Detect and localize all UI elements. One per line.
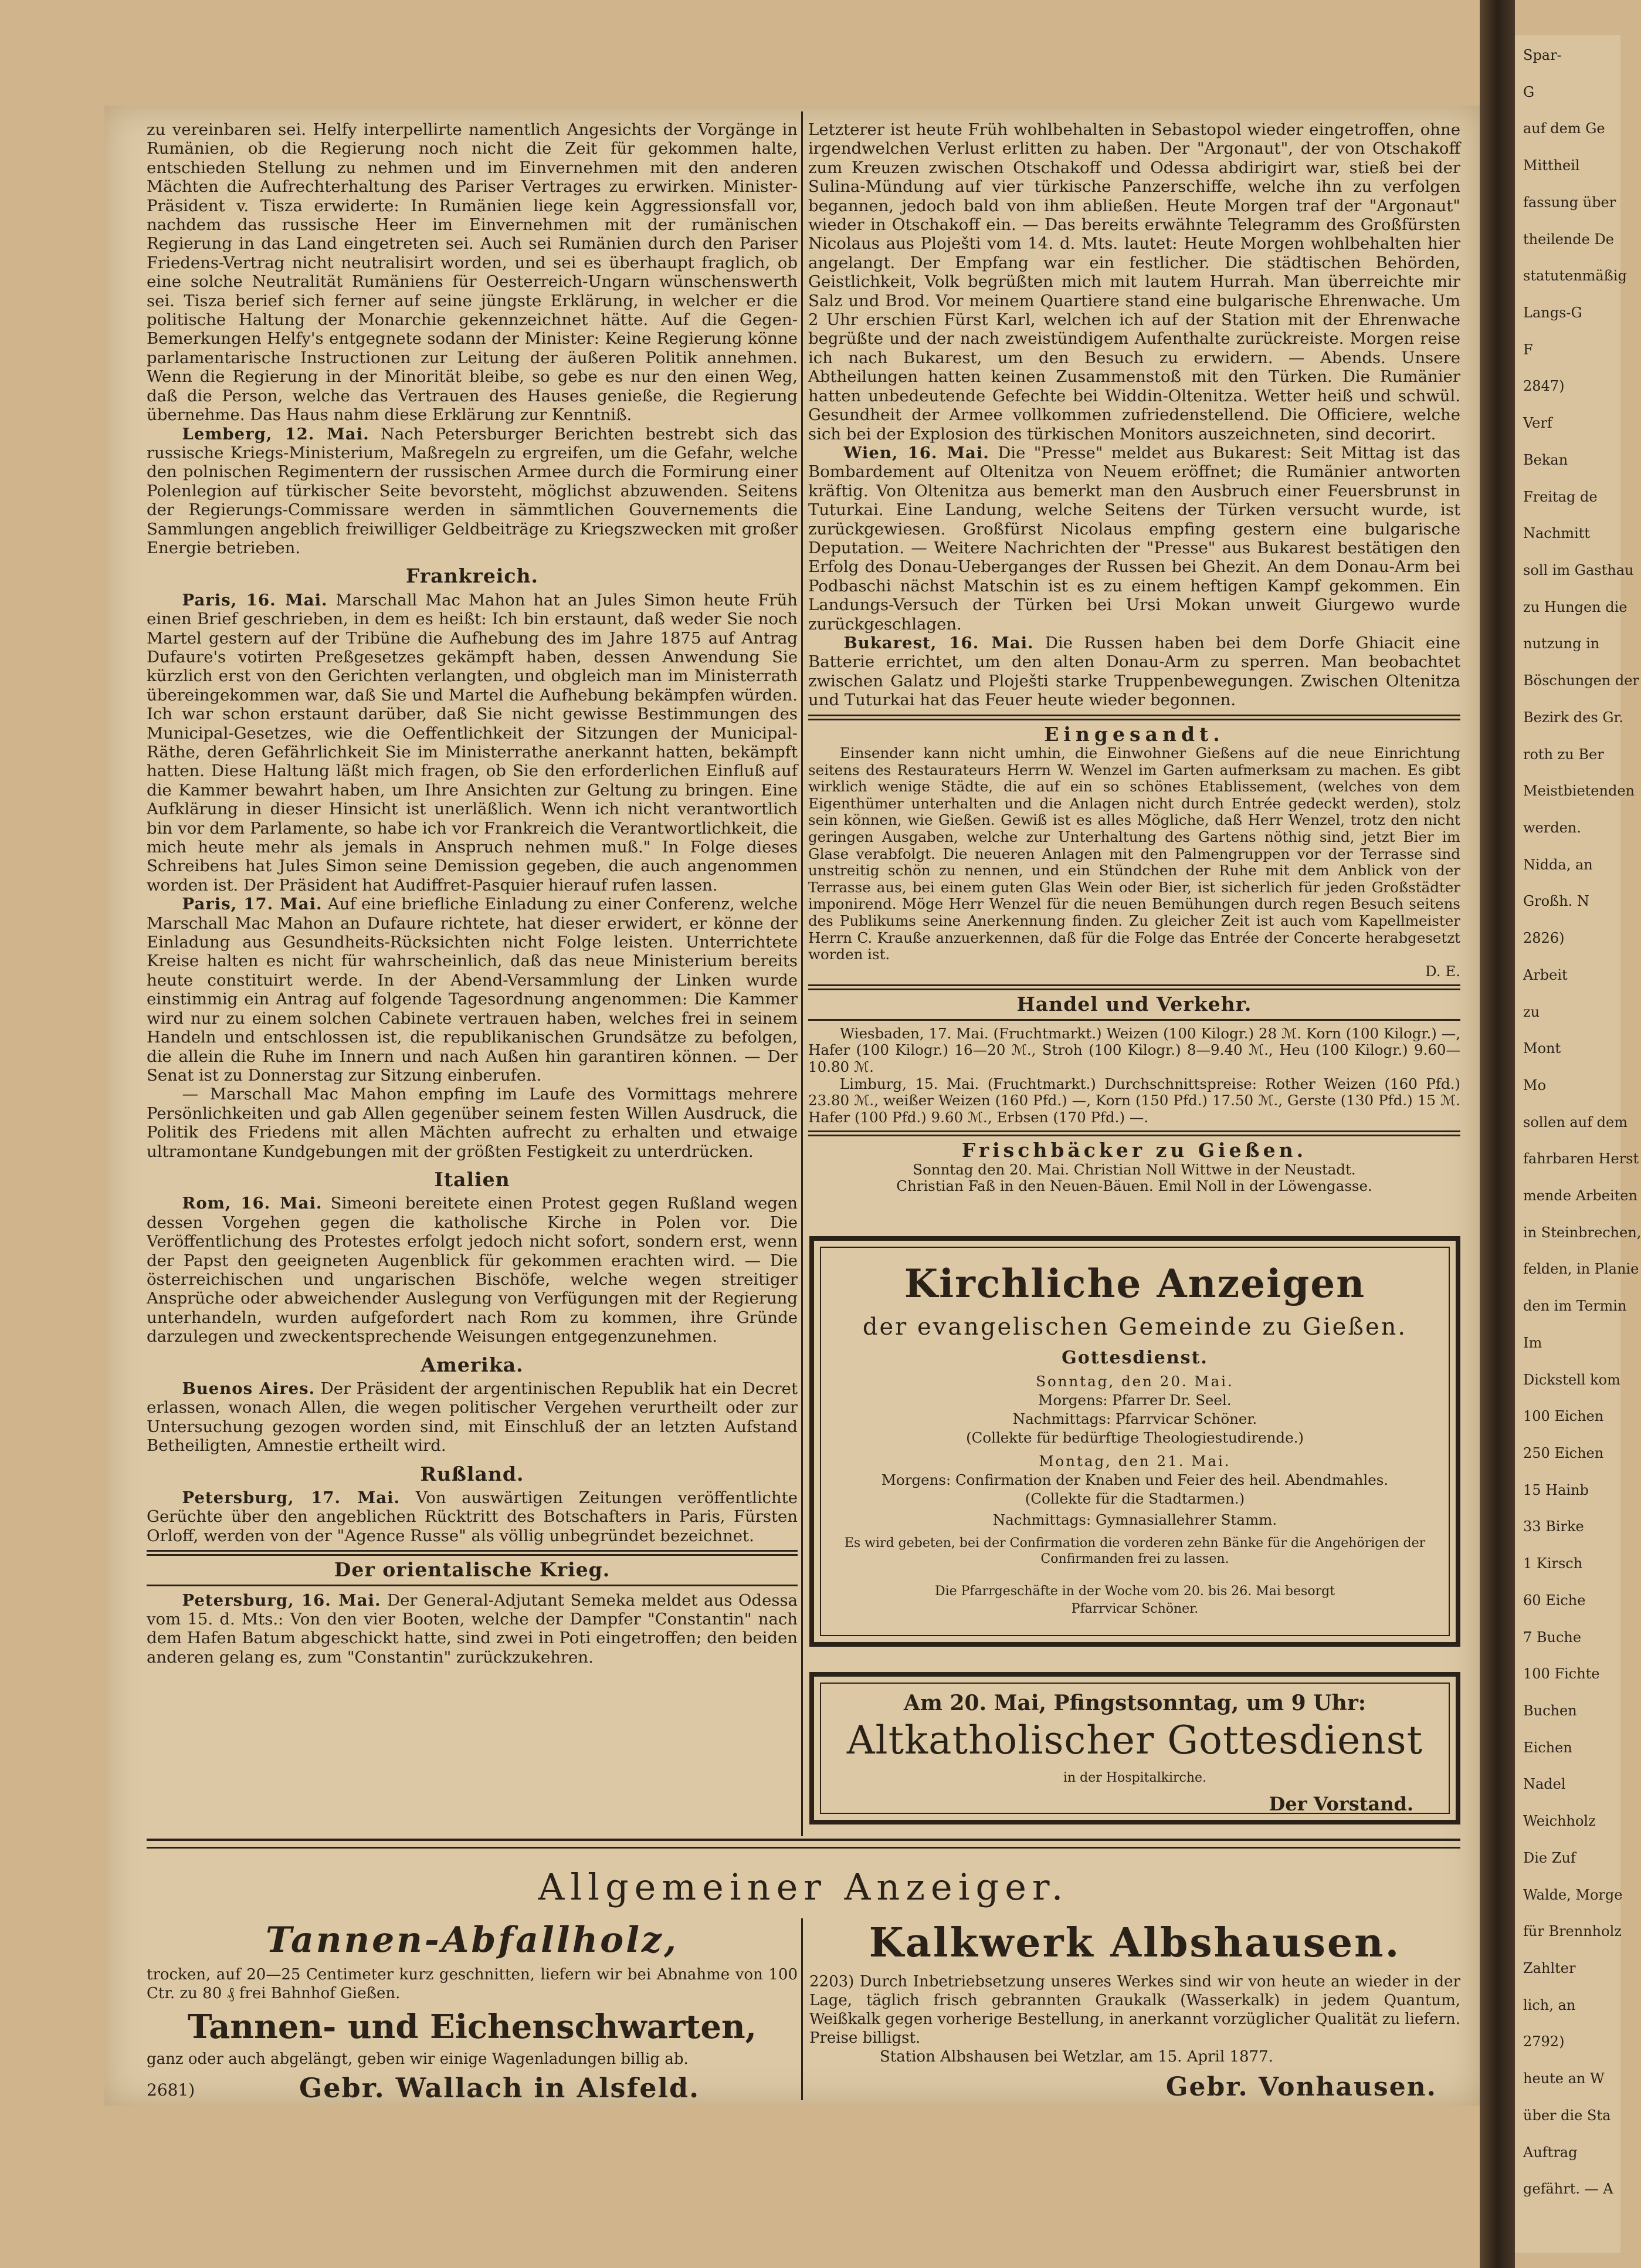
next-page-line: statutenmäßig	[1523, 268, 1627, 285]
next-page-line: 100 Eichen	[1523, 1408, 1604, 1425]
article-argonaut: Letzterer ist heute Früh wohlbehalten in Sebastopol wieder eingetroffen, ohne irgendwelchen Verlust erlitten zu haben. Der "Argonaut", der von Otschakoff zum Kreuzen zwischen Otschakoff und Odessa abdirigirt war, stieß bei der Sulina-Mündung auf vier türkische Panzerschiffe, welche ihn zu verfolgen begannen, jedoch bald von ihm abließen. Heute Morgen traf der "Argonaut" wieder in Otschakoff ein. — Das bereits erwähnte Telegramm des Großfürsten Nicolaus aus Ploješti vom 14. d. Mts. lautet: Heute Morgen wohlbehalten hier angelangt. Der Empfang war ein festlicher. Die städtischen Behörden, Geistlichkeit, Volk begrüßten mich mit lautem Hurrah. Man überreichte mir Salz und Brod. Vor meinem Quartiere stand eine bulgarische Ehrenwache. Um 2 Uhr erschien Fürst Karl, welchen ich auf der Station mit der Ehrenwache begrüßte und der nach zweistündigem Aufenthalte zurückreiste. Morgen reise ich nach Bukarest, um den Besuch zu erwidern. — Abends. Unsere Abtheilungen hatten keinen Zusammenstoß mit den Türken. Die Rumänier hatten unbedeutende Gefechte bei Widdin-Oltenitza. Wetter heiß und schwül. Gesundheit der Armee vollkommen zufriedenstellend. Die Officiere, welche sich bei der Explosion des türkischen Monitors auszeichneten, sind decorirt.	[808, 120, 1460, 444]
next-page-line: in Steinbrechen,	[1523, 1224, 1641, 1241]
next-page-line: gefährt. — A	[1523, 2181, 1613, 2198]
service-date-sunday: Sonntag, den 20. Mai.	[1036, 1373, 1234, 1390]
book-gutter	[1480, 0, 1515, 2268]
service-afternoon: Nachmittags: Pfarrvicar Schöner.	[1012, 1410, 1257, 1427]
ad-kalkwerk-signature: Gebr. Vonhausen.	[1165, 2072, 1437, 2102]
next-page-line: Arbeit	[1523, 966, 1568, 983]
next-page-line: Buchen	[1523, 1702, 1577, 1719]
heading-italien: Italien	[434, 1167, 510, 1191]
next-page-line: Freitag de	[1523, 488, 1598, 505]
next-page-line: Verf	[1523, 415, 1552, 432]
article-wien: Wien, 16. Mai. Die "Presse" meldet aus Bukarest: Seit Mittag ist das Bombardement auf Oltenitza von Neuem eröffnet; die Rumänier antworten kräftig. Von Oltenitza aus bemerkt man den Ausbruch einer Feuersbrunst in Tuturkai. Eine Landung, welche Seitens der Türken versucht wurde, ist zurückgewiesen. Großfürst Nicolaus empfing gestern eine bulgarische Deputation. — Weitere Nachrichten der "Presse" aus Bukarest bestätigen den Erfolg des Donau-Ueberganges der Russen bei Ghezit. An dem Donau-Arm bei Podbaschi nächst Matschin ist es zu einem heftigen Kampf gekommen. Ein Landungs-Versuch der Türken bei Ursi Mokan unweit Giurgewo wurde zurückgeschlagen.	[808, 443, 1461, 634]
next-page-edge	[1515, 35, 1641, 2253]
next-page-line: roth zu Ber	[1523, 746, 1604, 763]
heading-orientalische-krieg: Der orientalische Krieg.	[334, 1558, 611, 1582]
next-page-line: nutzung in	[1523, 635, 1600, 652]
next-page-line: 100 Fichte	[1523, 1666, 1600, 1683]
service-afternoon-monday: Nachmittags: Gymnasiallehrer Stamm.	[992, 1511, 1277, 1528]
next-page-line: Großh. N	[1523, 893, 1589, 910]
article-paris-1: Paris, 16. Mai. Marschall Mac Mahon hat an Jules Simon heute Früh einen Brief geschrieben, in dem es heißt: Ich bin erstaunt, daß weder Sie noch Martel gestern auf der Tribüne die Aufhebung des im Jahre 1875 auf Antrag Dufaure's votirten Preßgesetzes gekämpft haben, dessen Anwendung Sie kürzlich erst von den Gerichten verlangten, und obgleich man im Ministerrath übereingekommen war, daß Sie und Martel die Aufhebung bekämpfen würden. Ich war schon erstaunt darüber, daß Sie nicht gewisse Bestimmungen des Municipal-Gesetzes, wie die Oeffentlichkeit der Sitzungen der Municipal-Räthe, deren Gefährlichkeit Sie im Ministerrathe anerkannt hatten, bekämpft hatten. Diese Haltung läßt mich fragen, ob Sie den erforderlichen Einfluß auf die Kammer bewahrt haben, um Ihre Ansichten zur Geltung zu bringen. Eine Aufklärung in dieser Hinsicht ist unerläßlich. Wenn ich nicht verantwortlich bin vor dem Parlamente, so habe ich vor Frankreich die Verantwortlichkeit, die mich heute mehr als jemals in Anspruch nehmen muß." In Folge dieses Schreibens hat Jules Simon seine Demission gegeben, die auch angenommen worden ist. Der Präsident hat Audiffret-Pasquier hierauf rufen lassen.	[147, 590, 798, 895]
next-page-line: lich, an	[1523, 1996, 1576, 2013]
old-catholic-date: Am 20. Mai, Pfingstsonntag, um 9 Uhr:	[903, 1691, 1367, 1715]
next-page-line: Walde, Morge	[1523, 1886, 1623, 1903]
next-page-line: fahrbaren Herst	[1523, 1150, 1639, 1167]
section-divider	[147, 1585, 798, 1586]
ad-kalkwerk	[809, 1920, 1460, 2102]
right-column	[808, 120, 1460, 1195]
heading-eingesandt: Eingesandt.	[1044, 722, 1225, 746]
next-page-line: Mittheil	[1523, 157, 1580, 174]
column-divider	[801, 1918, 803, 2100]
next-page-line: 33 Birke	[1523, 1518, 1584, 1535]
article-paris-2: Paris, 17. Mai. Auf eine briefliche Einladung zu einer Conferenz, welche Marschall Mac Mahon an Dufaure richtete, hat dieser erwidert, er könne der Einladung aus Gesundheits-Rücksichten nicht Folge leisten. Unterrichtete Kreise halten es nicht für wahrscheinlich, daß das neue Ministerium bereits heute constituirt werde. In der Abend-Versammlung der Linken wurde einstimmig ein Antrag auf folgende Tagesordnung angenommen: Die Kammer wird nur zu einem solchen Cabinete vertrauen haben, welches frei in seinem Handeln und entschlossen ist, die republikanischen Grundsätze zu befolgen, die allein die Ruhe im Innern und nach Außen hin garantiren können. — Der Senat ist zu Donnerstag zur Sitzung einberufen.	[147, 895, 798, 1085]
next-page-line: zu Hungen die	[1523, 598, 1628, 615]
next-page-line: den im Termin	[1523, 1298, 1627, 1315]
next-page-line: Bezirk des Gr.	[1523, 709, 1623, 726]
article-helfy: zu vereinbaren sei. Helfy interpellirte namentlich Angesichts der Vorgänge in Rumänien, ob die Regierung noch nicht die Zeit für gekommen halte, entschieden Stellung zu nehmen und im Einvernehmen mit den anderen Mächten die Aufrechterhaltung des Pariser Vertrages zu erwirken. Minister-Präsident v. Tisza erwiderte: In Rumänien liege kein Aggressionsfall vor, nachdem das russische Heer im Einvernehmen mit der rumänischen Regierung in das Land eingetreten sei. Auch sei Rumänien durch den Pariser Friedens-Vertrag nicht neutralisirt worden, und sei es überhaupt fraglich, ob eine solche Neutralität Rumäniens für Oesterreich-Ungarn wünschenswerth sei. Tisza berief sich ferner auf seine jüngste Erklärung, in welcher er die politische Haltung der Monarchie gekennzeichnet hätte. Auf die Gegen-Bemerkungen Helfy's entgegnete sodann der Minister: Keine Regierung könne parlamentarische Instructionen zur Leitung der äußeren Politik annehmen. Wenn die Regierung in der Minorität bleibe, so gebe es nur den einen Weg, daß die Person, welche das Vertrauen des Hauses genieße, die Regierung übernehme. Das Haus nahm diese Erklärung zur Kenntniß.	[147, 120, 798, 425]
collection-note-2: (Collekte für die Stadtarmen.)	[1025, 1490, 1245, 1507]
column-divider	[801, 111, 803, 1836]
next-page-line: über die Sta	[1523, 2107, 1611, 2124]
next-page-line: Mo	[1523, 1077, 1547, 1094]
heading-frankreich: Frankreich.	[406, 564, 538, 588]
heading-frischbaecker: Frischbäcker zu Gießen.	[961, 1139, 1307, 1162]
next-page-line: Langs-G	[1523, 304, 1582, 321]
next-page-line: Eichen	[1523, 1739, 1572, 1756]
left-column	[147, 120, 798, 1667]
next-page-line: 60 Eiche	[1523, 1592, 1586, 1609]
article-bukarest: Bukarest, 16. Mai. Die Russen haben bei dem Dorfe Ghiacit eine Batterie errichtet, um den alten Donau-Arm zu sperren. Man beobachtet zwischen Galatz und Ploješti starke Truppenbewegungen. Zwischen Oltenitza und Tuturkai hat das Feuer heute wieder begonnen.	[808, 633, 1460, 710]
next-page-line: 15 Hainb	[1523, 1481, 1589, 1498]
ad-wallach-heading: Tannen-Abfallholz,	[266, 1920, 679, 1961]
confirmation-request: Es wird gebeten, bei der Confirmation die vorderen zehn Bänke für die Angehörigen der Confirmanden frei zu lassen.	[844, 1536, 1426, 1566]
ad-wallach-signature: Gebr. Wallach in Alsfeld.	[299, 2072, 700, 2104]
next-page-line: heute an W	[1523, 2070, 1605, 2087]
next-page-line: auf dem Ge	[1523, 120, 1605, 137]
next-page-line: Bekan	[1523, 451, 1568, 468]
church-notice-subtitle: der evangelischen Gemeinde zu Gießen.	[862, 1314, 1408, 1341]
handel-limburg: Limburg, 15. Mai. (Fruchtmarkt.) Durchschnittspreise: Rother Weizen (160 Pfd.) 23.80 ℳ., weißer Weizen (160 Pfd.) —, Korn (150 Pfd.) 17.50 ℳ., Gerste (130 Pfd.) 15 ℳ. Hafer (100 Pfd.) 9.60 ℳ., Erbsen (170 Pfd.) —.	[808, 1075, 1460, 1126]
next-page-line: Spar-	[1523, 47, 1562, 63]
handel-wiesbaden: Wiesbaden, 17. Mai. (Fruchtmarkt.) Weizen (100 Kilogr.) 28 ℳ. Korn (100 Kilogr.) —, Hafer (100 Kilogr.) 16—20 ℳ., Stroh (100 Kilogr.) 8—9.40 ℳ., Heu (100 Kilogr.) 9.60—10.80 ℳ.	[808, 1024, 1460, 1075]
next-page-line: 250 Eichen	[1523, 1445, 1604, 1462]
next-page-line: 7 Buche	[1523, 1629, 1582, 1646]
section-divider	[808, 984, 1460, 990]
ad-kalkwerk-text: 2203) Durch Inbetriebsetzung unseres Werkes sind wir von heute an wieder in der Lage, täglich frisch gebrannten Graukalk (Wasserkalk) in jedem Quantum, Weißkalk gegen vorherige Bestellung, in anerkannt vorzüglicher Qualität zu liefern. Preise billigst.	[809, 1973, 1460, 2047]
frischbaecker-line-1: Sonntag den 20. Mai. Christian Noll Wittwe in der Neustadt.	[913, 1160, 1356, 1178]
ad-wallach-text: trocken, auf 20—25 Centimeter kurz geschnitten, liefern wir bei Abnahme von 100 Ctr. zu 80 ₰ frei Bahnhof Gießen.	[147, 1966, 798, 2002]
ad-kalkwerk-date: Station Albshausen bei Wetzlar, am 15. April 1877.	[880, 2048, 1273, 2066]
ad-wallach	[147, 1920, 798, 2107]
church-notice-title: Kirchliche Anzeigen	[904, 1261, 1366, 1306]
church-notice-box	[809, 1236, 1460, 1647]
article-lemberg: Lemberg, 12. Mai. Nach Petersburger Berichten bestrebt sich das russische Kriegs-Ministerium, Maßregeln zu ergreifen, um die Gefahr, welche den polnischen Regimentern der russischen Armee durch die Formirung einer Polenlegion auf türkischer Seite bevorsteht, möglichst abzuwenden. Seitens der Regierungs-Commissare werden in sämmtlichen Gouvernements die Sammlungen angeblich freiwilliger Geldbeiträge zu Kriegszwecken mit großer Energie betrieben.	[147, 424, 798, 557]
next-page-line: 2792)	[1523, 2033, 1565, 2050]
next-page-line: sollen auf dem	[1523, 1113, 1628, 1130]
service-confirmation: Morgens: Confirmation der Knaben und Feier des heil. Abendmahles.	[881, 1471, 1389, 1488]
article-eingesandt: Einsender kann nicht umhin, die Einwohner Gießens auf die neue Einrichtung seitens des Restaurateurs Herrn W. Wenzel im Garten aufmerksam zu machen. Es gibt wirklich wenige Städte, die auf ein so schönes Etablissement, (welches von dem Eigenthümer unterhalten und die Anlagen nicht durch Entrée gedeckt werden), stolz sein können, wie Gießen. Gewiß ist es alles Mögliche, daß Herr Wenzel, trotz den nicht geringen Ausgaben, welche zur Unterhaltung des Gartens nöthig sind, jetzt Bier im Glase verabfolgt. Die neueren Anlagen mit den Palmengruppen vor der Terrasse sind unstreitig schön zu nennen, und ein Stündchen der Ruhe mit dem Anblick von der Terrasse aus, bei einem guten Glas Wein oder Bier, ist sicherlich für jeden Großstädter imponirend. Möge Herr Wenzel für die neuen Bemühungen durch regen Besuch seitens des Publikums seine Anerkennung finden. Zu gleicher Zeit ist auch vom Kapellmeister Herrn C. Krauße anzuerkennen, daß für die Folge das Entrée der Concerte herabgesetzt worden ist.	[808, 744, 1460, 963]
section-divider	[808, 1130, 1460, 1136]
next-page-line: Nadel	[1523, 1776, 1566, 1793]
service-date-monday: Montag, den 21. Mai.	[1039, 1453, 1231, 1470]
anzeiger-divider	[147, 1839, 1460, 1849]
next-page-line: Dickstell kom	[1523, 1371, 1620, 1388]
old-catholic-location: in der Hospitalkirche.	[1063, 1771, 1207, 1785]
old-catholic-signature: Der Vorstand.	[1269, 1793, 1413, 1815]
next-page-line: Meistbietenden	[1523, 783, 1635, 800]
section-divider	[808, 715, 1460, 720]
heading-russland: Rußland.	[420, 1462, 524, 1485]
next-page-line: 1 Kirsch	[1523, 1555, 1583, 1572]
next-page-line: soll im Gasthau	[1523, 561, 1634, 578]
ad-kalkwerk-heading: Kalkwerk Albshausen.	[869, 1920, 1401, 1966]
service-morning: Morgens: Pfarrer Dr. Seel.	[1038, 1392, 1232, 1409]
article-paris-3: — Marschall Mac Mahon empfing im Laufe des Vormittags mehrere Persönlichkeiten und gab Allen gegenüber seinem festen Willen Ausdruck, die Politik des Friedens mit allen Mächten aufrecht zu erhalten und etwaige ultramontane Kundgebungen mit der größten Festigkeit zu unterdrücken.	[147, 1085, 798, 1161]
section-divider	[808, 1019, 1460, 1021]
next-page-line: Weichholz	[1523, 1813, 1596, 1830]
collection-note-1: (Collekte für bedürftige Theologiestudirende.)	[966, 1429, 1304, 1446]
parish-duty-note: Die Pfarrgeschäfte in der Woche vom 20. bis 26. Mai besorgt	[934, 1584, 1335, 1599]
next-page-line: fassung über	[1523, 194, 1616, 211]
next-page-line: werden.	[1523, 819, 1581, 836]
next-page-line: für Brennholz	[1523, 1923, 1622, 1940]
article-petersburg-2: Petersburg, 16. Mai. Der General-Adjutant Semeka meldet aus Odessa vom 15. d. Mts.: Von den vier Booten, welche der Dampfer "Constantin" nach dem Hafen Batum abgeschickt hatte, sind zwei in Poti eingetroffen; den beiden anderen gelang es, zum "Constantin" zurückzukehren.	[147, 1590, 798, 1667]
parish-duty-name: Pfarrvicar Schöner.	[1071, 1602, 1199, 1616]
article-rom: Rom, 16. Mai. Simeoni bereitete einen Protest gegen Rußland wegen dessen Vorgehen gegen die katholische Kirche in Polen vor. Die Veröffentlichung des Protestes erfolgt jedoch nicht sofort, sondern erst, wenn der Papst den geeigneten Augenblick für gekommen erachten wird. — Die österreichischen und ungarischen Bischöfe, welche wegen streitiger Ansprüche oder abweichender Auslegung von Verfügungen mit der Regierung unterhandeln, wurden aufgefordert nach Rom zu kommen, ihre Gründe darzulegen und zweckentsprechende Weisungen entgegenzunehmen.	[147, 1194, 798, 1346]
ad-wallach-heading-2: Tannen- und Eichenschwarten,	[187, 2008, 757, 2046]
service-heading: Gottesdienst.	[1062, 1348, 1208, 1368]
next-page-line: Die Zuf	[1523, 1849, 1576, 1866]
next-page-line: theilende De	[1523, 231, 1614, 248]
next-page-line: felden, in Planie	[1523, 1261, 1639, 1278]
article-buenos-aires: Buenos Aires. Der Präsident der argentinischen Republik hat ein Decret erlassen, wonach Allen, die wegen politischer Vergehen verurtheilt oder zur Untersuchung gezogen worden sind, mit Einschluß der an letzten Aufstand Betheiligten, Amnestie ertheilt wird.	[147, 1379, 798, 1455]
next-page-line: Nachmitt	[1523, 525, 1590, 542]
next-page-line: zu	[1523, 1003, 1540, 1020]
next-page-line: Mont	[1523, 1040, 1561, 1057]
next-page-line: 2847)	[1523, 378, 1565, 395]
eingesandt-signature: D. E.	[1425, 962, 1460, 980]
next-page-line: G	[1523, 83, 1535, 100]
next-page-line: F	[1523, 341, 1533, 358]
ad-wallach-text-2: ganz oder auch abgelängt, geben wir einige Wagenladungen billig ab.	[147, 2050, 689, 2068]
anzeiger-title: Allgemeiner Anzeiger.	[538, 1866, 1069, 1908]
heading-amerika: Amerika.	[421, 1353, 524, 1376]
next-page-line: mende Arbeiten	[1523, 1187, 1637, 1204]
next-page-line: 2826)	[1523, 930, 1565, 947]
article-petersburg-1: Petersburg, 17. Mai. Von auswärtigen Zeitungen veröffentlichte Gerüchte über den angeblichen Rücktritt des Botschafters in Paris, Fürsten Orloff, werden von der "Agence Russe" als völlig unbegründet bezeichnet.	[147, 1488, 798, 1545]
heading-handel: Handel und Verkehr.	[1016, 993, 1252, 1016]
old-catholic-title: Altkatholischer Gottesdienst	[846, 1718, 1423, 1763]
old-catholic-service-box	[809, 1672, 1460, 1824]
next-page-line: Im	[1523, 1334, 1542, 1351]
next-page-line: Nidda, an	[1523, 856, 1593, 873]
next-page-line: Zahlter	[1523, 1960, 1576, 1977]
ad-wallach-number: 2681)	[147, 2080, 195, 2100]
next-page-line: Böschungen der	[1523, 672, 1639, 689]
frischbaecker-line-2: Christian Faß in den Neuen-Bäuen. Emil Noll in der Löwengasse.	[896, 1177, 1372, 1195]
section-divider	[147, 1550, 798, 1556]
next-page-line: Auftrag	[1523, 2144, 1578, 2161]
